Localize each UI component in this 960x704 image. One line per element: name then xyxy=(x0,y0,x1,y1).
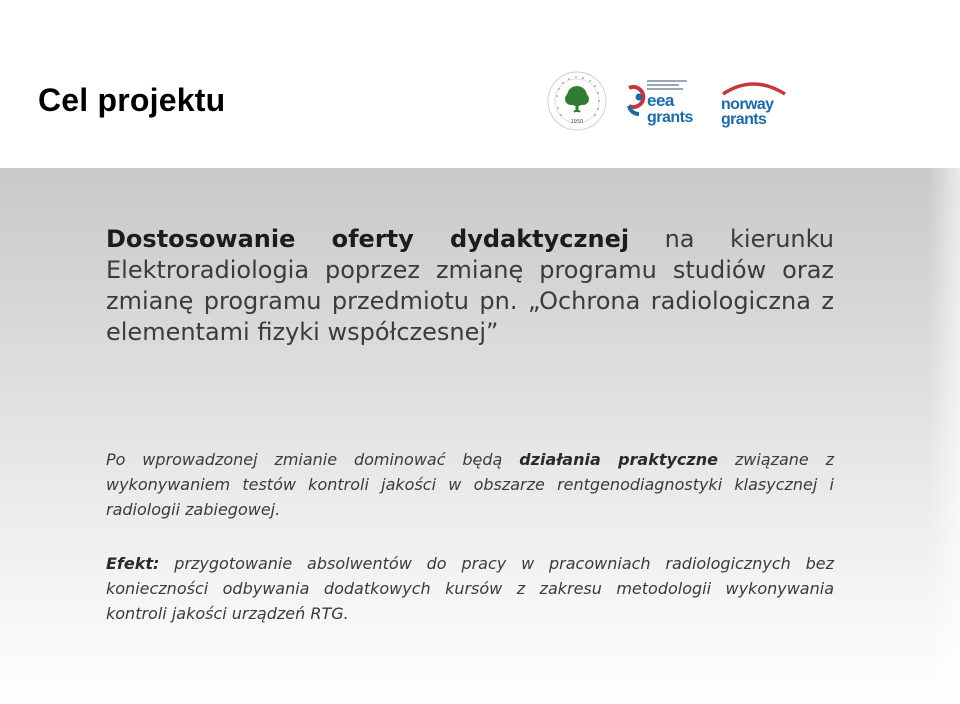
right-edge-highlight xyxy=(928,168,960,704)
practice-paragraph-part1: Po wprowadzonej zmianie dominować będą xyxy=(106,450,520,469)
logo-bar xyxy=(545,70,791,132)
svg-text:norway: norway xyxy=(721,96,774,113)
page-title: Cel projektu xyxy=(38,82,226,118)
practice-paragraph-part2: związane z wykonywaniem testów kontroli jakości w obszarze rentgenodiagnostyki klasycznej i radiologii zabiegowej. xyxy=(106,450,835,519)
header xyxy=(0,0,960,168)
svg-text:1950: 1950 xyxy=(570,119,584,125)
main-paragraph-rest: na kierunku Elektroradiologia poprzez zmianę programu studiów oraz zmianę programu przedmiotu pn. „Ochrona radiologiczna z elementami fizyki współczesnej” xyxy=(106,225,834,346)
svg-text:eea: eea xyxy=(647,91,674,110)
effect-label: Efekt: xyxy=(106,554,160,573)
main-paragraph-bold: Dostosowanie oferty dydaktycznej xyxy=(106,225,630,253)
practice-paragraph xyxy=(106,447,834,522)
svg-text:grants: grants xyxy=(721,111,767,128)
practice-paragraph-bold: działania praktyczne xyxy=(519,450,718,469)
effect-paragraph xyxy=(106,551,834,626)
eea-grants-logo xyxy=(625,74,699,128)
main-paragraph xyxy=(106,224,834,348)
svg-text:grants: grants xyxy=(647,109,693,126)
university-seal-logo xyxy=(545,70,609,132)
effect-paragraph-rest: przygotowanie absolwentów do pracy w pracowniach radiologicznych bez konieczności odbywania dodatkowych kursów z zakresu metodologii wykonywania kontroli jakości urządzeń RTG. xyxy=(106,554,834,623)
norway-grants-logo xyxy=(715,74,791,128)
